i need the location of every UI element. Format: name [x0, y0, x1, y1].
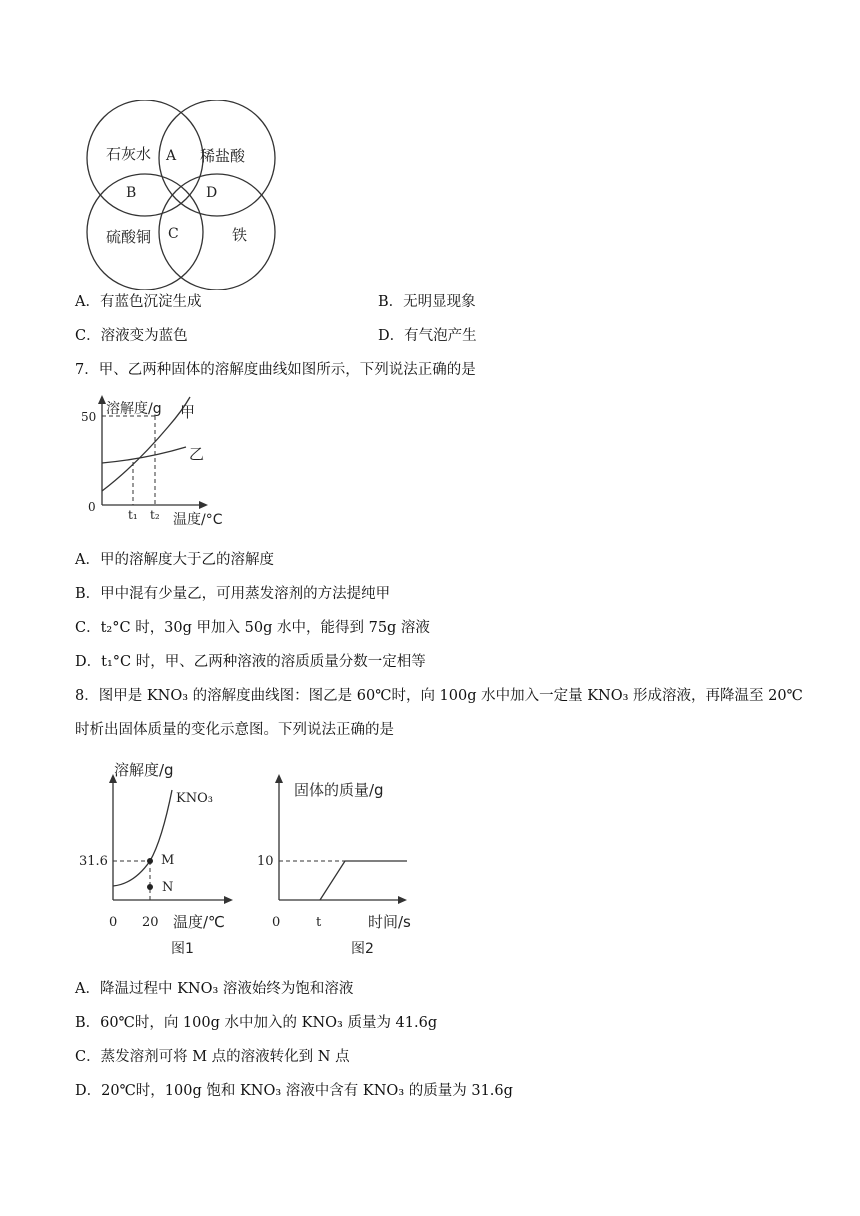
fig1-kno3-curve [113, 790, 175, 886]
fig1-x-tick-20: 20 [142, 915, 159, 930]
venn-label-iron: 铁 [232, 226, 248, 244]
fig2-mass-line [320, 861, 407, 900]
fig1-y-tick-31-6: 31.6 [79, 854, 108, 869]
q7-x-tick-t1: t₁ [128, 508, 138, 522]
fig2-origin: 0 [272, 915, 281, 930]
fig1-caption: 图1 [171, 941, 194, 956]
q7-x-axis-arrow [199, 501, 208, 509]
fig1-x-axis-arrow [224, 896, 233, 904]
fig2-caption: 图2 [351, 941, 374, 956]
venn-region-d: D [206, 185, 218, 201]
venn-region-b: B [126, 185, 137, 201]
q8-option-c: C．蒸发溶剂可将 M 点的溶液转化到 N 点 [75, 1049, 350, 1065]
fig1-label-n: N [162, 880, 174, 895]
venn-label-limewater: 石灰水 [106, 145, 152, 163]
q8-stem-line2: 时析出固体质量的变化示意图。下列说法正确的是 [75, 722, 394, 738]
q7-option-b: B．甲中混有少量乙，可用蒸发溶剂的方法提纯甲 [75, 586, 391, 602]
q7-x-tick-t2: t₂ [150, 508, 160, 522]
venn-region-c: C [168, 226, 179, 242]
fig1-point-n [147, 884, 153, 890]
q8-fig1-kno3-solubility [76, 760, 246, 956]
fig2-y-tick-10: 10 [257, 854, 274, 869]
q6-option-a: A．有蓝色沉淀生成 [75, 294, 202, 310]
q7-ylabel: 溶解度/g [106, 401, 162, 417]
q7-stem: 7．甲、乙两种固体的溶解度曲线如图所示，下列说法正确的是 [75, 362, 476, 378]
fig2-x-axis-arrow [398, 896, 407, 904]
q7-option-a: A．甲的溶解度大于乙的溶解度 [75, 552, 274, 568]
venn-label-hcl: 稀盐酸 [200, 147, 246, 165]
q6-option-d: D．有气泡产生 [378, 328, 477, 344]
q8-option-b: B．60℃时，向 100g 水中加入的 KNO₃ 质量为 41.6g [75, 1015, 438, 1031]
q7-option-c: C．t₂°C 时，30g 甲加入 50g 水中，能得到 75g 溶液 [75, 620, 430, 636]
q7-curve-yi [102, 447, 186, 463]
q8-stem-line1: 8．图甲是 KNO₃ 的溶解度曲线图：图乙是 60℃时，向 100g 水中加入一定量 KNO₃ 形成溶液，再降温至 20℃ [75, 688, 803, 704]
fig2-y-axis-arrow [275, 774, 283, 783]
q7-series-yi-label: 乙 [189, 445, 205, 463]
fig1-series-label: KNO₃ [176, 791, 213, 806]
venn-label-cuso4: 硫酸铜 [106, 228, 152, 246]
fig1-point-m [147, 858, 153, 864]
q7-solubility-chart [78, 393, 248, 533]
fig2-ylabel: 固体的质量/g [294, 781, 384, 799]
fig2-xlabel: 时间/s [368, 913, 411, 931]
fig1-origin: 0 [109, 915, 118, 930]
fig1-ylabel: 溶解度/g [114, 761, 174, 779]
venn-region-a: A [166, 148, 177, 164]
fig1-label-m: M [161, 853, 175, 868]
q7-y-tick-50: 50 [81, 410, 97, 424]
q7-xlabel: 温度/°C [173, 512, 223, 528]
fig1-xlabel: 温度/℃ [173, 913, 225, 931]
q7-y-axis-arrow [98, 395, 106, 404]
q7-option-d: D．t₁°C 时，甲、乙两种溶液的溶质质量分数一定相等 [75, 654, 426, 670]
q6-option-b: B．无明显现象 [378, 294, 476, 310]
q6-option-c: C．溶液变为蓝色 [75, 328, 188, 344]
q7-series-jia-label: 甲 [180, 403, 196, 421]
q8-option-a: A．降温过程中 KNO₃ 溶液始终为饱和溶液 [75, 981, 354, 997]
q7-origin: 0 [88, 500, 96, 514]
fig2-x-tick-t: t [316, 915, 322, 930]
q8-option-d: D．20℃时，100g 饱和 KNO₃ 溶液中含有 KNO₃ 的质量为 31.6g [75, 1083, 513, 1099]
q8-fig2-solid-mass [250, 760, 430, 956]
venn-diagram [70, 100, 290, 290]
